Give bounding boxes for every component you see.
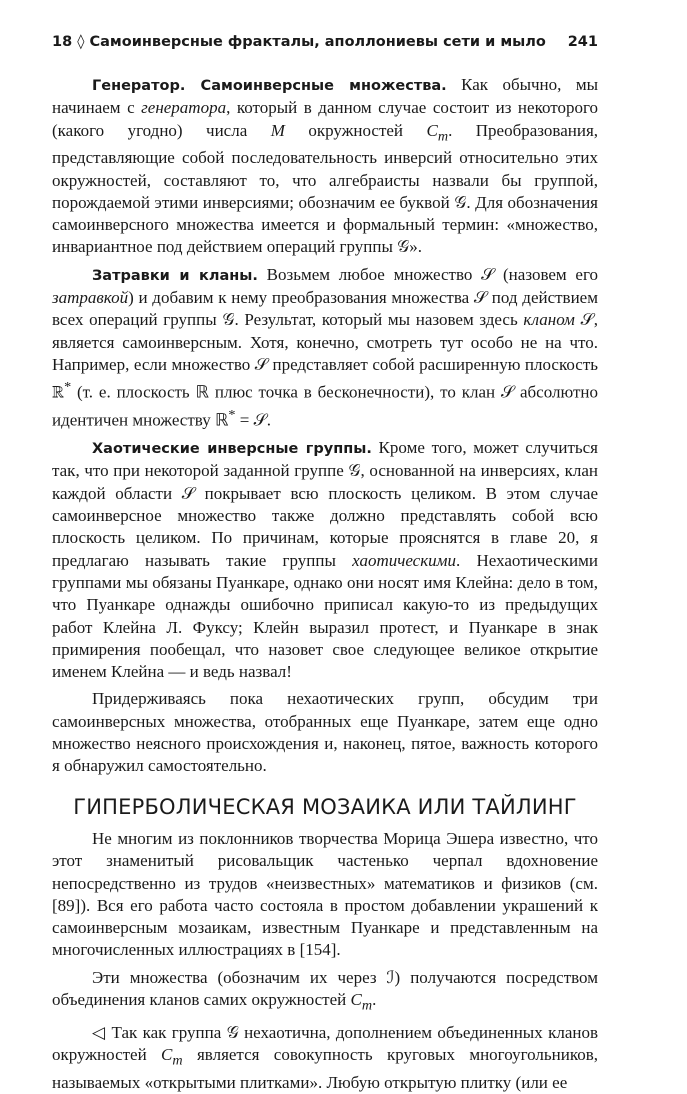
paragraph-heading: Хаотические инверсные группы.: [92, 441, 372, 458]
math-superscript: *: [228, 407, 236, 424]
text-run: .: [372, 989, 377, 1009]
header-chapter-number: 18: [52, 34, 73, 50]
math-symbol: 𝒢: [222, 310, 235, 330]
math-symbol: 𝒢: [226, 1022, 239, 1042]
math-symbol: C: [350, 989, 362, 1009]
text-run: ) и добавим к нему преобразования множества: [128, 288, 474, 308]
text-run: нехаотична, дополнением объединенных кланов окружностей: [52, 1022, 598, 1064]
diamond-icon: ◊: [77, 34, 85, 50]
math-symbol: ℝ: [214, 410, 229, 430]
text-run: Как обычно, мы начинаем с: [52, 75, 598, 118]
math-subscript: m: [437, 127, 449, 144]
page-number: 241: [567, 34, 598, 50]
math-symbol: M: [270, 120, 285, 140]
math-symbol: 𝒢: [454, 192, 467, 212]
text-run: ) получаются посредством объединения кланов самих окружностей: [52, 967, 598, 1009]
text-run: , который в данном случае состоит из некоторого (какого угодно) числа: [52, 98, 598, 140]
paragraph-heading: Генератор. Самоинверсные множества.: [92, 78, 447, 94]
emphasis: кланом: [523, 310, 575, 330]
text-run: покрывает всю плоскость целиком. В этом случае самоинверсное множество также должно представлять собой всю плоскость целиком. По причинам, которые прояснятся в главе 20, я предлагаю называть такие группы: [52, 483, 598, 570]
text-run: Кроме того, может случиться так, что при некоторой заданной группе: [52, 438, 598, 481]
text-run: , является самоинверсным. Хотя, конечно, смотреть тут особо не на что. Например, если множество: [52, 310, 599, 374]
paragraph-seeds-clans: [52, 264, 598, 432]
page-body: [52, 74, 598, 1094]
math-symbol: 𝒢: [348, 461, 361, 481]
emphasis: затравкой: [52, 288, 129, 308]
paragraph-proof-start: [52, 1022, 598, 1094]
text-run: =: [235, 410, 254, 430]
text-run: представляет собой расширенную плоскость: [267, 354, 598, 374]
text-run: ».: [409, 237, 422, 257]
text-run: (назовем его: [494, 264, 598, 284]
math-subscript: m: [361, 997, 373, 1014]
math-symbol: ℐ: [386, 967, 395, 987]
section-title: ГИПЕРБОЛИЧЕСКАЯ МОЗАИКА ИЛИ ТАЙЛИНГ: [73, 794, 577, 819]
text-run: , основанной на инверсиях, клан каждой области: [52, 461, 599, 503]
text-run: .: [266, 410, 272, 430]
text-run: Так как группа: [106, 1022, 227, 1042]
running-header: [52, 34, 598, 58]
math-symbol: ℝ: [195, 382, 210, 402]
math-symbol: 𝒮: [254, 354, 268, 374]
paragraph-chaotic-groups: [52, 437, 598, 683]
math-symbol: 𝒮: [500, 382, 515, 402]
math-symbol: 𝒮: [481, 264, 495, 284]
text-run: Эти множества (обозначим их через: [92, 967, 387, 987]
math-subscript: m: [172, 1052, 183, 1069]
paragraph-generator: [52, 74, 598, 259]
text-run: является совокупность круговых многоугольников, называемых «открытыми плитками». Любую открытую плитку (или ее: [52, 1044, 599, 1092]
emphasis: генератора: [141, 98, 227, 118]
paragraph-non-chaotic: Придерживаясь пока нехаотических групп, обсудим три самоинверсных множества, отобранных еще Пуанкаре, затем еще одно множество неясного происхождения и, наконец, пятое, важность которого я обнаружил самостоятельно.: [52, 689, 598, 776]
math-symbol: C: [161, 1044, 173, 1064]
text-run: . Нехаотическими группами мы обязаны Пуанкаре, однако они носят имя Клейна: дело в том, что Пуанкаре однажды ошибочно приписал какую-то из предыдущих работ Клейна Л. Фуксу; Клейн выразил протест, и Пуанкаре в знак примирения пообещал, что назовет свое следующее великое открытие именем Клейна — и ведь назвал!: [52, 550, 599, 682]
text-run: . Результат, который мы назовем здесь: [234, 310, 524, 330]
math-symbol: 𝒮: [473, 288, 488, 308]
math-symbol: 𝒮: [580, 310, 594, 330]
text-run: (т. е. плоскость: [71, 382, 196, 402]
emphasis: хаотическими: [352, 550, 457, 570]
text-run: Возьмем любое множество: [257, 264, 482, 284]
math-symbol: 𝒢: [397, 237, 410, 257]
text-run: окружностей: [284, 120, 427, 140]
text-run: . Для обозначения самоинверсного множества имеется и формальный термин: «множество, инвариантное под действием операций группы: [52, 192, 598, 257]
header-chapter-title: Самоинверсные фракталы, аполлониевы сети и мыло: [89, 34, 546, 50]
proof-start-icon: ◁: [92, 1022, 107, 1042]
text-run: под действием всех операций группы: [52, 288, 598, 330]
text-run: . Преобразования, представляющие собой последовательность инверсий относительно этих окружностей, составляют то, что алгебраисты назвали бы группой, порождаемой этими инверсиями; обозначим ее буквой: [52, 120, 599, 212]
math-symbol: 𝒮: [253, 410, 267, 430]
text-run: плюс точка в бесконечности), то клан: [209, 382, 501, 402]
paragraph-heading: Затравки и кланы.: [92, 267, 258, 284]
text-run: абсолютно идентичен множеству: [52, 382, 598, 430]
math-symbol: 𝒮: [181, 483, 195, 503]
paragraph-sets-I: [52, 967, 598, 1017]
math-superscript: *: [64, 379, 72, 396]
math-symbol: ℝ: [52, 382, 65, 402]
header-left: [52, 34, 546, 50]
paragraph-escher: Не многим из поклонников творчества Морица Эшера известно, что этот знаменитый рисовальщик частенько черпал вдохновение непосредственно из трудов «неизвестных» математиков и физиков (см. [89]). Вся его работа часто состояла в простом добавлении украшений к самоинверсным мозаикам, известным Пуанкаре и представленным на многочисленных иллюстрациях в [154].: [52, 828, 598, 960]
math-symbol: C: [426, 120, 438, 140]
